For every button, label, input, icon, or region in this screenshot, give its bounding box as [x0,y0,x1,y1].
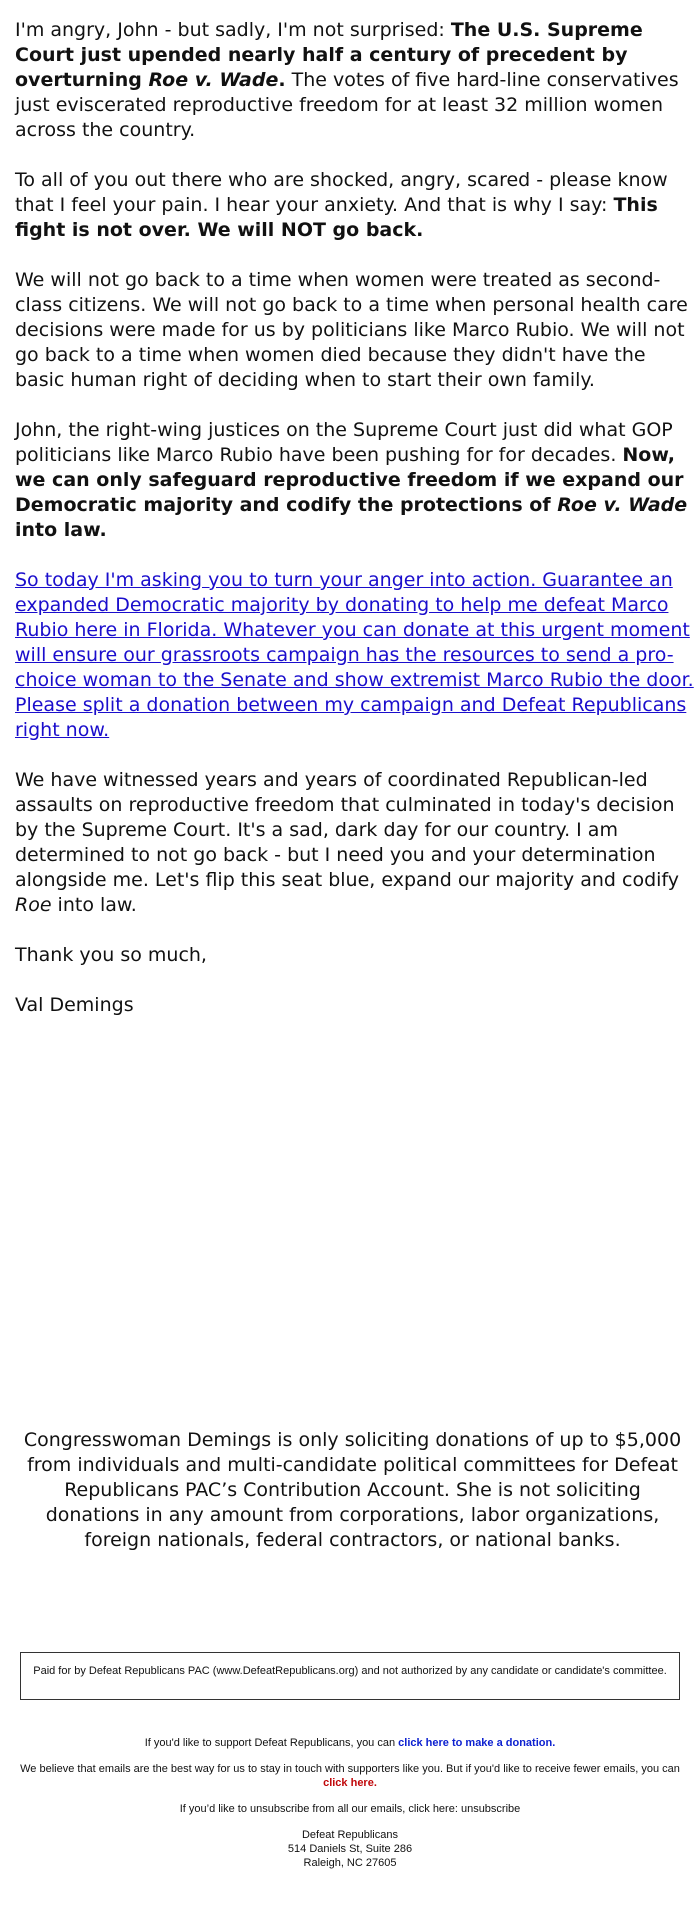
solicitation-disclaimer: Congresswoman Demings is only soliciting donations of up to $5,000 from individuals and multi-candidate political committees for Defeat Republicans PAC’s Contribution Account. She is not soliciting donations in any amount from corporations, labor organizations, foreign nationals, federal contractors, or national banks. [23,1429,682,1551]
paragraph-feelings: To all of you out there who are shocked, angry, scared - please know that I feel your pain. I hear your anxiety. And that is why I say: This fight is not over. We will NOT go back. [15,169,668,241]
email-body [15,18,695,1043]
donate-footer-link[interactable]: click here to make a donation. [398,1737,556,1749]
intro-tail: The votes of five hard-line conservatives just eviscerated reproductive freedom for at least 32 million women across the country. [15,69,679,141]
email-footer [20,1736,680,1870]
signature: Val Demings [15,994,134,1016]
paragraph-justices: John, the right-wing justices on the Supreme Court just did what GOP politicians like Marco Rubio have been pushing for for decades. Now, we can only safeguard reproductive freedom if we expand our Democratic majority and codify the protections of Roe v. Wade into law. [15,419,688,541]
donate-cta-link[interactable]: So today I'm asking you to turn your anger into action. Guarantee an expanded Democratic majority by donating to help me defeat Marco Rubio here in Florida. Whatever you can donate at this urgent moment will ensure our grassroots campaign has the resources to send a pro-choice woman to the Senate and show extremist Marco Rubio the door. Please split a donation between my campaign and Defeat Republicans right now. [15,569,694,741]
fewer-emails-link[interactable]: click here. [323,1777,377,1789]
city-state-zip: Raleigh, NC 27605 [303,1857,397,1869]
paragraph-cta [15,568,695,743]
intro-bold: The U.S. Supreme Court just upended nearly half a century of precedent by overturning Roe v. Wade. [15,19,643,91]
case-name: Roe v. Wade [148,69,279,91]
support-line: If you'd like to support Defeat Republicans, you can click here to make a donation. [144,1737,556,1749]
paragraph-witnessed: We have witnessed years and years of coordinated Republican-led assaults on reproductive freedom that culminated in today's decision by the Supreme Court. It's a sad, dark day for our country. I am determined to not go back - but I need you and your determination alongside me. Let's flip this seat blue, expand our majority and codify Roe into law. [15,769,680,916]
closing: Thank you so much, [15,944,207,966]
paragraph-intro [15,18,695,143]
unsubscribe-line: If you’d like to unsubscribe from all our emails, click here: unsubscribe [179,1803,521,1815]
intro-lead: I'm angry, John - but sadly, I'm not surprised: [15,19,451,41]
unsubscribe-link[interactable]: unsubscribe [460,1803,521,1815]
paid-for-box [20,1652,680,1700]
fight-not-over: This fight is not over. We will NOT go back. [15,194,658,241]
codify-bold: Now, we can only safeguard reproductive freedom if we expand our Democratic majority and codify the protections of Roe v. Wade into law. [15,444,688,541]
paragraph-not-go-back: We will not go back to a time when women were treated as second-class citizens. We will not go back to a time when personal health care decisions were made for us by politicians like Marco Rubio. We will not go back to a time when women died because they didn't have the basic human right of deciding when to start their own family. [15,269,688,391]
org-name: Defeat Republicans [301,1829,398,1841]
case-name: Roe v. Wade [557,494,688,516]
paid-for-text: Paid for by Defeat Republicans PAC (www.DefeatRepublicans.org) and not authorized by any candidate or candidate's committee. [33,1665,667,1677]
street-address: 514 Daniels St, Suite 286 [287,1843,413,1855]
case-name: Roe [15,894,52,916]
mailing-address [20,1828,680,1870]
fewer-emails-line: We believe that emails are the best way for us to stay in touch with supporters like you. But if you'd like to receive fewer emails, you can click here. [20,1763,680,1789]
